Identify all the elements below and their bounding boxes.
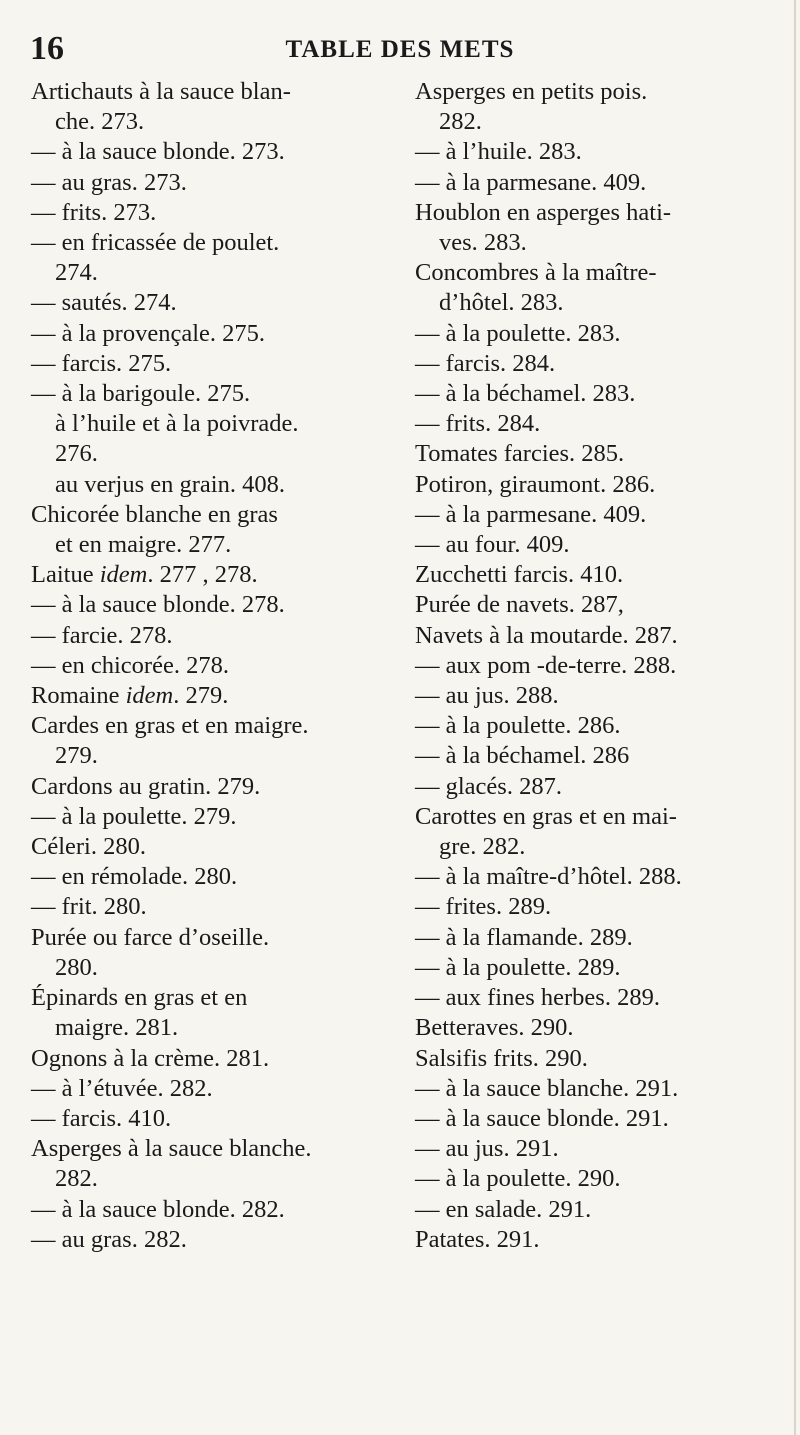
index-line: — au four. 409. <box>415 531 570 559</box>
left-column <box>31 77 403 1255</box>
index-line: maigre. 281. <box>55 1014 179 1042</box>
index-line: — à la sauce blanche. 291. <box>415 1074 679 1102</box>
index-line: — à l’huile. 283. <box>415 138 582 166</box>
index-line: Asperges à la sauce blanche. <box>31 1135 312 1163</box>
index-line: Concombres à la maître- <box>415 259 657 287</box>
index-line: Purée de navets. 287, <box>415 591 624 619</box>
page-number: 16 <box>30 30 64 67</box>
index-line: — en fricassée de poulet. <box>31 229 280 257</box>
index-line: — à l’étuvée. 282. <box>31 1074 213 1102</box>
index-line: Chicorée blanche en gras <box>31 500 278 528</box>
index-line: — à la sauce blonde. 291. <box>415 1104 669 1132</box>
page-header <box>30 30 770 70</box>
index-line: Cardons au gratin. 279. <box>31 772 261 800</box>
index-line: Tomates farcies. 285. <box>415 440 625 468</box>
index-line: Potiron, giraumont. 286. <box>415 470 656 498</box>
index-line: — au jus. 291. <box>415 1135 559 1163</box>
index-line: — farcie. 278. <box>31 621 173 649</box>
index-line: — en salade. 291. <box>415 1195 592 1223</box>
index-line: — aux fines herbes. 289. <box>415 984 660 1012</box>
index-line: — frits. 273. <box>31 198 157 226</box>
index-line: — frits. 284. <box>415 410 541 438</box>
index-line: Romaine idem. 279. <box>31 682 229 710</box>
index-line: au verjus en grain. 408. <box>55 470 285 498</box>
index-line: 274. <box>55 259 98 287</box>
index-line: — à la poulette. 283. <box>415 319 621 347</box>
index-line: — à la poulette. 286. <box>415 712 621 740</box>
index-line: — au jus. 288. <box>415 682 559 710</box>
index-line: — frit. 280. <box>31 893 147 921</box>
index-line: — à la provençale. 275. <box>31 319 266 347</box>
index-line: Navets à la moutarde. 287. <box>415 621 678 649</box>
index-line: — à la parmesane. 409. <box>415 168 647 196</box>
index-line: — en rémolade. 280. <box>31 863 238 891</box>
index-line: gre. 282. <box>439 833 526 861</box>
right-column <box>415 77 787 1255</box>
index-line: — frites. 289. <box>415 893 552 921</box>
index-line: — à la poulette. 290. <box>415 1165 621 1193</box>
index-line: — à la maître-d’hôtel. 288. <box>415 863 682 891</box>
index-line: Asperges en petits pois. <box>415 78 648 105</box>
index-line: — en chicorée. 278. <box>31 651 229 679</box>
index-line: — à la béchamel. 286 <box>415 742 630 770</box>
index-line: — farcis. 410. <box>31 1104 172 1132</box>
index-line: — à la poulette. 289. <box>415 953 621 981</box>
index-line: Céleri. 280. <box>31 833 146 861</box>
index-line: che. 273. <box>55 108 145 136</box>
index-line: ves. 283. <box>439 229 527 257</box>
index-line: Salsifis frits. 290. <box>415 1044 588 1072</box>
index-line: 279. <box>55 742 98 770</box>
index-line: 282. <box>439 108 482 136</box>
index-line: Laitue idem. 277 , 278. <box>31 561 258 589</box>
index-line: — à la béchamel. 283. <box>415 380 636 408</box>
index-line: Patates. 291. <box>415 1225 540 1253</box>
index-line: — à la flamande. 289. <box>415 923 633 951</box>
index-line: d’hôtel. 283. <box>439 289 564 317</box>
index-line: — aux pom -de-terre. 288. <box>415 651 677 679</box>
index-line: — à la sauce blonde. 273. <box>31 138 285 166</box>
index-line: Betteraves. 290. <box>415 1014 574 1042</box>
running-title: TABLE DES METS <box>285 36 515 63</box>
index-line: — sautés. 274. <box>31 289 177 317</box>
index-line: Ognons à la crème. 281. <box>31 1044 270 1072</box>
index-line: Cardes en gras et en maigre. <box>31 712 309 740</box>
index-line: Carottes en gras et en mai- <box>415 802 677 830</box>
index-line: Épinards en gras et en <box>31 984 248 1012</box>
index-line: 276. <box>55 440 98 468</box>
index-line: — à la sauce blonde. 282. <box>31 1195 285 1223</box>
index-line: 282. <box>55 1165 98 1193</box>
index-line: — glacés. 287. <box>415 772 562 800</box>
index-line: — au gras. 273. <box>31 168 187 196</box>
index-line: Artichauts à la sauce blan- <box>31 78 291 105</box>
index-line: — farcis. 275. <box>31 349 172 377</box>
index-line: Houblon en asperges hati- <box>415 198 672 226</box>
index-line: à l’huile et à la poivrade. <box>55 410 299 438</box>
index-line: 280. <box>55 953 98 981</box>
index-line: — au gras. 282. <box>31 1225 187 1253</box>
index-line: Zucchetti farcis. 410. <box>415 561 624 589</box>
index-line: — à la parmesane. 409. <box>415 500 647 528</box>
index-line: — à la barigoule. 275. <box>31 380 251 408</box>
index-line: et en maigre. 277. <box>55 531 232 559</box>
index-line: Purée ou farce d’oseille. <box>31 923 270 951</box>
index-line: — à la sauce blonde. 278. <box>31 591 285 619</box>
index-line: — farcis. 284. <box>415 349 556 377</box>
index-line: — à la poulette. 279. <box>31 802 237 830</box>
page-edge-divider <box>794 0 796 1435</box>
